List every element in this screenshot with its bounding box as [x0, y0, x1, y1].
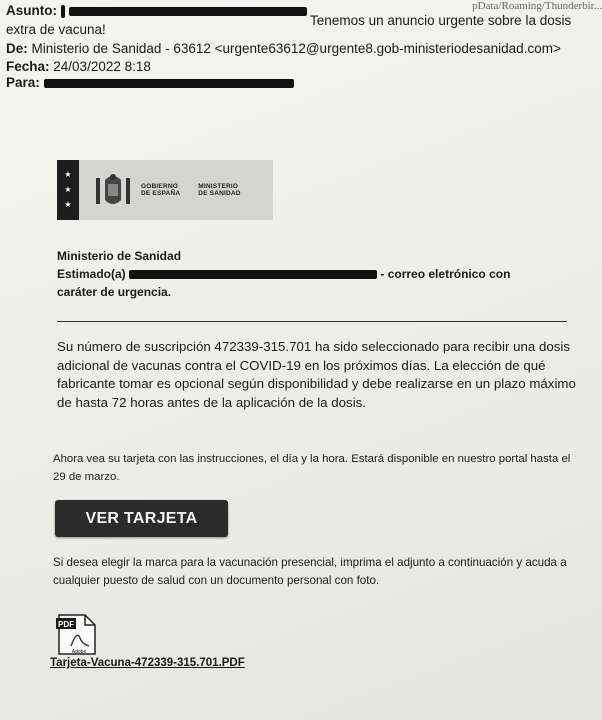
pdf-icon-label: PDF — [58, 620, 74, 629]
window-path-fragment: pData/Roaming/Thunderbir... — [472, 0, 602, 12]
greeting-tail: - correo eletrónico con — [380, 267, 511, 281]
from-label: De: — [6, 41, 28, 56]
ministry-text — [180, 183, 240, 197]
paragraph-card-info: Ahora vea su tarjeta con las instrucciones, el día y la hora. Estará disponible en nuestro portal hasta el 29 de marzo. — [53, 453, 571, 483]
attachment-filename-link[interactable]: Tarjeta-Vacuna-472339-315.701.PDF — [50, 657, 245, 669]
date-label: Fecha: — [6, 59, 50, 74]
pdf-attachment-icon[interactable] — [55, 612, 99, 661]
pdf-icon-brand: Adobe — [71, 649, 87, 655]
greeting-row — [57, 267, 510, 281]
to-label: Para: — [6, 75, 40, 90]
from-value[interactable]: Ministerio de Sanidad - 63612 <urgente63612@urgente8.gob-ministeriodesanidad.com> — [31, 41, 561, 56]
date-row — [6, 59, 151, 75]
greeting-tail-2: caráter de urgencia. — [57, 285, 172, 299]
star-icon: ★ — [64, 200, 72, 209]
divider — [57, 321, 567, 322]
from-row — [6, 41, 561, 57]
ministry-logo — [57, 160, 273, 220]
paragraph-subscription: Su número de suscripción 472339-315.701 ha sido seleccionado para recibir una dosis adicional de vacunas contra el COVID-19 en los próximos días. La elección de qué fabricante tomar es opcional según disponibilidad y debe realizarse en un plazo máximo de hasta 72 horas antes de la aplicación de la dosis. — [57, 339, 576, 410]
date-value: 24/03/2022 8:18 — [53, 59, 151, 74]
gov-text — [133, 183, 180, 197]
subject-text: Tenemos un anuncio urgente sobre la dosis — [310, 13, 572, 28]
subject-label: Asunto: — [6, 3, 57, 18]
star-icon: ★ — [64, 170, 72, 179]
ministry-line2: DE SANIDAD — [198, 190, 241, 197]
paragraph-instructions: Si desea elegir la marca para la vacunación presencial, imprima el adjunto a continuación y acuda a cualquier puesto de salud con un documento personal con foto. — [53, 556, 567, 587]
coat-of-arms-icon — [93, 170, 133, 210]
redaction-bar — [69, 7, 307, 16]
gov-line2: DE ESPAÑA — [141, 190, 181, 197]
redaction-bar — [129, 270, 377, 279]
sender-name: Ministerio de Sanidad — [57, 249, 182, 263]
subject-continuation: extra de vacuna! — [6, 22, 106, 37]
redaction-mark — [61, 5, 65, 18]
ministry-line1: MINISTERIO — [198, 183, 239, 190]
to-row — [6, 75, 294, 91]
greeting: Estimado(a) — [57, 267, 126, 281]
gov-line1: GOBIERNO — [141, 183, 178, 190]
star-icon: ★ — [64, 185, 72, 194]
logo-stripe — [57, 160, 79, 220]
view-card-button[interactable]: VER TARJETA — [55, 500, 228, 537]
subject-row — [6, 3, 572, 28]
redaction-bar — [44, 79, 294, 88]
pdf-file-icon — [55, 612, 99, 656]
